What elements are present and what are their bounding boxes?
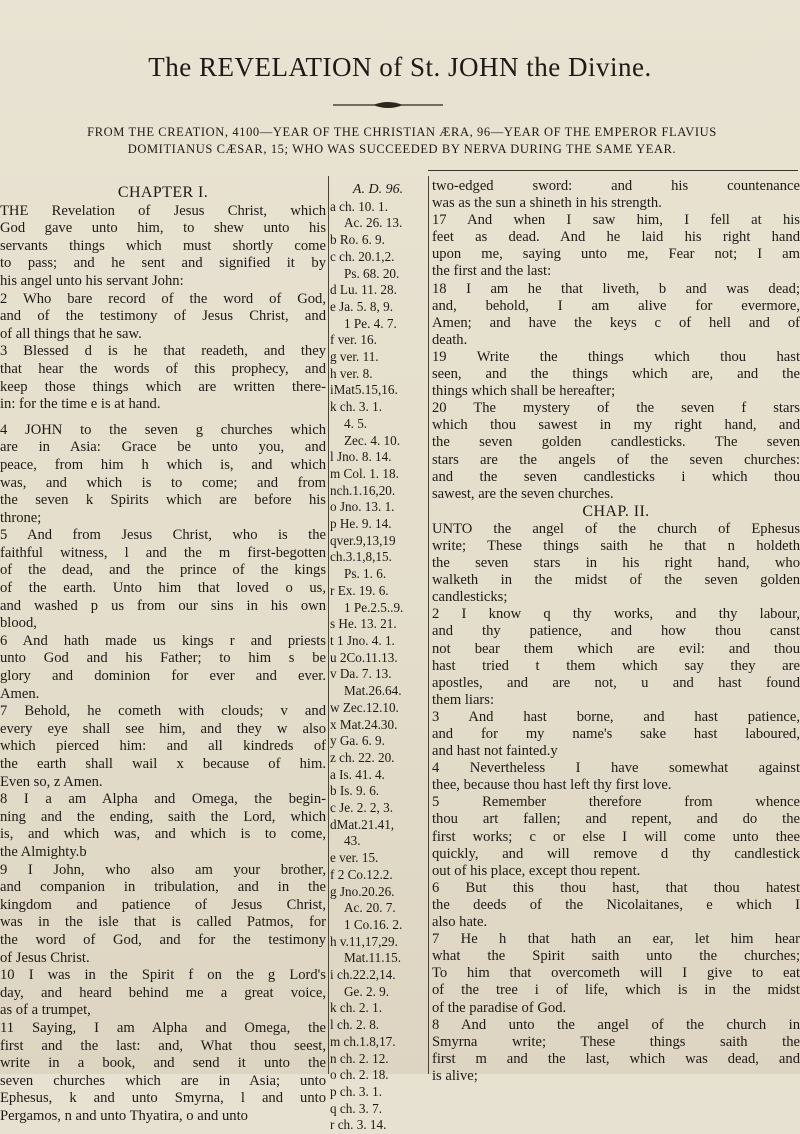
text-line: first works; c or else I will come unto thee — [432, 828, 800, 845]
book-subtitle — [8, 124, 796, 158]
text-line: 4 Nevertheless I have somewhat against — [432, 760, 800, 777]
margin-reference: m ch.1.8,17. — [330, 1033, 396, 1049]
text-line: sawest, are the seven churches. — [432, 485, 614, 502]
text-line: and companion in tribulation, and in the — [0, 879, 326, 896]
text-line: 2 I know q thy works, and thy labour, — [432, 606, 800, 623]
text-line: of the paradise of God. — [432, 999, 567, 1016]
year-heading: A. D. 96. — [352, 182, 404, 197]
text-line: 6 But this thou hast, that thou hatest — [432, 879, 800, 896]
margin-reference: r Ex. 19. 6. — [330, 582, 389, 598]
text-line: UNTO the angel of the church of Ephesus — [432, 520, 800, 537]
text-line: Amen. — [0, 685, 40, 702]
text-line: the seven k Spirits which are before his — [0, 492, 326, 509]
margin-reference: f ver. 16. — [330, 332, 377, 348]
text-line: of the tree i of life, which is in the midst — [432, 982, 800, 999]
margin-reference: y Ga. 6. 9. — [330, 733, 385, 749]
text-line: and, behold, I am alive for evermore, — [432, 297, 800, 314]
text-line: write in a book, and send it unto the — [0, 1055, 326, 1072]
margin-reference: e Ja. 5. 8, 9. — [330, 298, 393, 314]
text-line: 8 And unto the angel of the church in — [432, 1016, 800, 1033]
margin-reference: i ch.22.2,14. — [330, 967, 396, 983]
text-line: to pass; and he sent and signified it by — [0, 255, 326, 272]
margin-reference: b Is. 9. 6. — [330, 783, 380, 799]
margin-reference: Mat.26.64. — [344, 683, 402, 699]
margin-reference: a ch. 10. 1. — [330, 198, 388, 214]
text-line: is alive; — [432, 1067, 478, 1084]
text-line: every eye shall see him, and they w also — [0, 720, 326, 737]
margin-reference: m Col. 1. 18. — [330, 465, 399, 481]
text-line: the earth shall wail x because of him. — [0, 756, 326, 772]
text-line: God gave unto him, to shew unto his — [0, 220, 326, 237]
text-line: unto God and his Father; to him s be — [0, 650, 326, 667]
margin-reference: 43. — [344, 833, 361, 849]
margin-reference: Mat.11.15. — [344, 950, 402, 966]
text-line: day, and heard behind me a great voice, — [0, 984, 326, 1001]
subtitle-line: FROM THE CREATION, 4100—YEAR OF THE CHRISTIAN ÆRA, 96—YEAR OF THE EMPEROR FLAVIUS — [87, 125, 717, 139]
text-line: ning and the ending, saith the Lord, which — [0, 808, 326, 825]
reference-list — [330, 199, 426, 1134]
text-line: 9 I John, who also am your brother, — [0, 861, 326, 878]
text-line: 7 Behold, he cometh with clouds; v and — [0, 703, 326, 720]
text-line: glory and dominion for ever and ever. — [0, 668, 326, 685]
ornament-divider — [333, 100, 443, 110]
text-line: 2 Who bare record of the word of God, — [0, 290, 326, 307]
left-lines — [0, 203, 326, 1126]
margin-reference: n ch. 2. 12. — [330, 1050, 389, 1066]
subtitle-line: DOMITIANUS CÆSAR, 15; WHO WAS SUCCEEDED BY NERVA DURING THE SAME YEAR. — [127, 142, 677, 156]
margin-reference: o Jno. 13. 1. — [330, 499, 395, 515]
text-line: was as the sun a shineth in his strength. — [432, 195, 662, 212]
text-line: the Almighty.b — [0, 843, 87, 860]
text-line: out of his place, except thou repent. — [432, 862, 641, 879]
text-line: and washed p us from our sins in his own — [0, 597, 326, 614]
text-line: Amen; and have the keys c of hell and of — [432, 314, 800, 331]
text-line: blood, — [0, 615, 37, 632]
margin-reference: l Jno. 8. 14. — [330, 449, 392, 465]
margin-reference: 4. 5. — [344, 415, 368, 431]
margin-reference: t 1 Jno. 4. 1. — [330, 632, 395, 648]
text-line: 18 I am he that liveth, b and was dead; — [432, 280, 800, 297]
margin-reference: z ch. 22. 20. — [330, 749, 395, 765]
text-line: write; These things saith he that n holdeth — [432, 537, 800, 554]
text-line: 6 And hath made us kings r and priests — [0, 632, 326, 649]
text-line: 19 Write the things which thou hast — [432, 348, 800, 365]
paragraph-gap — [0, 414, 326, 422]
text-line: and of the testimony of Jesus Christ, and — [0, 308, 326, 325]
margin-reference: l ch. 2. 8. — [330, 1017, 380, 1033]
text-line: throne; — [0, 509, 42, 526]
text-line: that hear the words of this prophecy, and — [0, 360, 326, 377]
margin-reference: 1 Co.16. 2. — [344, 916, 403, 932]
margin-reference: d Lu. 11. 28. — [330, 282, 397, 298]
text-line: Even so, z Amen. — [0, 773, 103, 790]
text-line: seven churches which are in Asia; unto — [0, 1072, 326, 1089]
text-line: 3 Blessed d is he that readeth, and they — [0, 343, 326, 360]
margin-reference: e ver. 15. — [330, 850, 379, 866]
margin-reference: 1 Pe.2.5..9. — [344, 599, 404, 615]
text-line: 4 JOHN to the seven g churches which — [0, 421, 326, 438]
text-line: 7 He h that hath an ear, let him hear — [432, 931, 800, 948]
text-line: Ephesus, k and unto Smyrna, l and unto — [0, 1090, 326, 1107]
column-divider-right — [428, 176, 429, 1074]
text-line: 20 The mystery of the seven f stars — [432, 400, 800, 417]
text-line: keep those things which are written there- — [0, 378, 326, 395]
margin-reference: ch.3.1,8,15. — [330, 549, 392, 565]
margin-reference: w Zec.12.10. — [330, 699, 399, 715]
text-line: the seven golden candlesticks. The seven — [432, 434, 800, 451]
text-line: and thy patience, and how thou canst — [432, 623, 800, 640]
column-divider-left — [328, 176, 329, 1074]
margin-reference: Ac. 20. 7. — [344, 900, 396, 916]
text-line: peace, from him h which is, and which — [0, 456, 326, 473]
text-line: faithful witness, l and the m first-begotten — [0, 544, 326, 561]
margin-reference: p He. 9. 14. — [330, 516, 392, 532]
text-line: thee, because thou hast left thy first love. — [432, 777, 672, 794]
text-line: 17 And when I saw him, I fell at his — [432, 212, 800, 229]
text-line: and the seven candlesticks i which thou — [432, 468, 800, 485]
text-line: of the earth. Unto him that loved o us, — [0, 580, 326, 597]
margin-reference: p ch. 3. 1. — [330, 1083, 383, 1099]
text-line: the word of God, and for the testimony — [0, 931, 326, 948]
margin-reference: Ps. 68. 20. — [344, 265, 400, 281]
margin-reference: v Da. 7. 13. — [330, 666, 392, 682]
margin-reference: Zec. 4. 10. — [344, 432, 401, 448]
margin-reference: g Jno.20.26. — [330, 883, 395, 899]
margin-reference: u 2Co.11.13. — [330, 649, 398, 665]
text-line: seen, and the things which are, and the — [432, 366, 800, 383]
margin-reference: g ver. 11. — [330, 349, 379, 365]
chapter-heading: CHAP. II. — [582, 502, 650, 520]
text-line: the deeds of the Nicolaitanes, e which I — [432, 896, 800, 913]
text-line: the seven stars in his right hand, who — [432, 555, 800, 572]
margin-reference: Ge. 2. 9. — [344, 983, 390, 999]
margin-reference: dMat.21.41, — [330, 816, 395, 832]
text-line: upon me, saying unto me, Fear not; I am — [432, 246, 800, 263]
text-line: the first and the last: — [432, 263, 552, 280]
margin-reference: Ps. 1. 6. — [344, 566, 387, 582]
text-line: thou art fallen; and repent, and do the — [432, 811, 800, 828]
text-line: them liars: — [432, 691, 495, 708]
margin-reference: x Mat.24.30. — [330, 716, 398, 732]
text-line: quickly, and will remove d thy candlestick — [432, 845, 800, 862]
reference-column — [330, 182, 426, 1134]
text-line: of Jesus Christ. — [0, 949, 90, 966]
text-line: was, and which is to come; and from — [0, 474, 326, 491]
text-line: walketh in the midst of the seven golden — [432, 572, 800, 589]
text-line: his angel unto his servant John: — [0, 272, 184, 289]
text-line: first and the last: and, What thou seest, — [0, 1037, 326, 1054]
margin-reference: nch.1.16,20. — [330, 482, 396, 498]
text-line: 5 And from Jesus Christ, who is the — [0, 527, 326, 544]
margin-reference: q ch. 3. 7. — [330, 1100, 383, 1116]
text-line: 11 Saying, I am Alpha and Omega, the — [0, 1019, 326, 1036]
text-line: 5 Remember therefore from whence — [432, 794, 800, 811]
right-text-column — [432, 178, 800, 1085]
text-line: 10 I was in the Spirit f on the g Lord's — [0, 967, 326, 984]
text-line: is, and which was, and which is to come, — [0, 826, 326, 843]
text-line: 3 And hast borne, and hast patience, — [432, 708, 800, 725]
text-line: candlesticks; — [432, 589, 508, 606]
margin-reference: b Ro. 6. 9. — [330, 232, 385, 248]
book-title: The REVELATION of St. JOHN the Divine. — [148, 52, 652, 82]
text-line: feet as dead. And he laid his right hand — [432, 229, 800, 246]
text-line: apostles, and are not, u and hast found — [432, 674, 800, 691]
right-lines-bottom — [432, 521, 800, 1085]
text-line: and hast not fainted.y — [432, 743, 558, 760]
text-line: death. — [432, 331, 468, 348]
text-line: as of a trumpet, — [0, 1002, 91, 1019]
margin-reference: o ch. 2. 18. — [330, 1067, 389, 1083]
text-line: in: for the time e is at hand. — [0, 396, 161, 413]
text-line: what the Spirit saith unto the churches; — [432, 948, 800, 965]
text-line: 8 I a am Alpha and Omega, the begin- — [0, 791, 326, 808]
margin-reference: k ch. 3. 1. — [330, 399, 383, 415]
text-line: To him that overcometh will I give to eat — [432, 965, 800, 982]
text-line: also hate. — [432, 914, 488, 931]
text-line: first m and the last, which was dead, and — [432, 1050, 800, 1067]
text-line: are in Asia: Grace be unto you, and — [0, 439, 326, 456]
text-line: of the dead, and the prince of the kings — [0, 562, 326, 579]
margin-reference: h ver. 8. — [330, 365, 373, 381]
text-line: kingdom and patience of Jesus Christ, — [0, 896, 326, 913]
margin-reference: a Is. 41. 4. — [330, 766, 385, 782]
right-lines-top — [432, 178, 800, 503]
text-line: Smyrna write; These things saith the — [432, 1033, 800, 1050]
margin-reference: f 2 Co.12.2. — [330, 866, 393, 882]
text-line: which pierced him: and all kindreds of — [0, 738, 326, 755]
text-line: hast tried t them which say they are — [432, 657, 800, 674]
text-line: and for my name's sake hast laboured, — [432, 726, 800, 742]
text-line: THE Revelation of Jesus Christ, which — [0, 202, 326, 219]
text-line: Pergamos, n and unto Thyatira, o and unto — [0, 1107, 248, 1124]
text-line: two-edged sword: and his countenance — [432, 178, 800, 194]
margin-reference: c Je. 2. 2, 3. — [330, 800, 393, 816]
margin-reference: c ch. 20.1,2. — [330, 248, 395, 264]
text-line: stars are the angels of the seven churches: — [432, 451, 800, 468]
left-text-column — [0, 184, 326, 1125]
margin-reference: qver.9,13,19 — [330, 532, 396, 548]
text-line: was in the isle that is called Patmos, for — [0, 914, 326, 931]
text-line: things which shall be hereafter; — [432, 383, 616, 400]
header-rule — [428, 170, 798, 171]
chapter-heading: CHAPTER I. — [117, 184, 209, 201]
text-line: not bear them which are evil: and thou — [432, 640, 800, 657]
margin-reference: s He. 13. 21. — [330, 616, 397, 632]
margin-reference: 1 Pe. 4. 7. — [344, 315, 397, 331]
text-line: of all things that he saw. — [0, 325, 142, 342]
margin-reference: Ac. 26. 13. — [344, 215, 403, 231]
margin-reference: k ch. 2. 1. — [330, 1000, 383, 1016]
margin-reference: r ch. 3. 14. — [330, 1117, 387, 1133]
margin-reference: h v.11,17,29. — [330, 933, 398, 949]
text-line: servants things which must shortly come — [0, 237, 326, 254]
text-line: which thou sawest in my right hand, and — [432, 417, 800, 434]
margin-reference: iMat5.15,16. — [330, 382, 398, 398]
